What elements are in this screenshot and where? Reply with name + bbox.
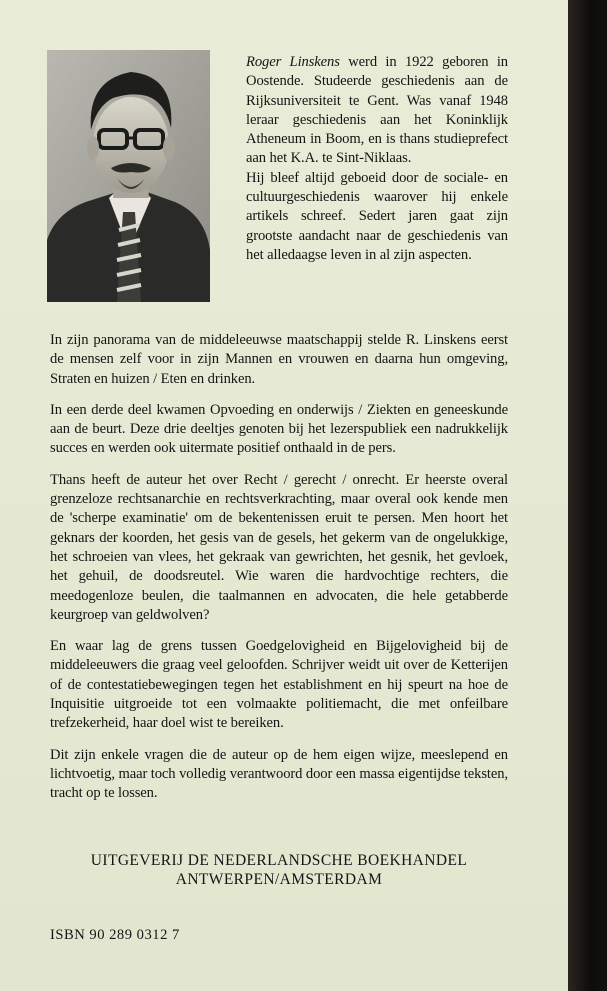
bio-paragraph-1-text: werd in 1922 geboren in Oostende. Studeerde geschiedenis aan de Rijksuniversiteit te Gent. Was vanaf 1948 leraar geschiedenis aan het Koninklijk Atheneum in Boom, en is thans studieprefect aan het K.A. te Sint-Niklaas. [246,54,508,167]
blurb-paragraph-3: Thans heeft de auteur het over Recht / gerecht / onrecht. Er heerste overal grenzeloze rechtsanarchie en rechtsverkrachting, maar overal ook kende men de 'scherpe examinatie' om de bekentenissen eruit te persen. Men hoort het geknars der koorden, het gesis van de gesels, het gekerm van de ongelukkige, het schroeien van vlees, het gekraak van gewrichten, het gesnik, het gevloek, het gehuil, de doodsreutel. Wie waren die hardvochtige rechters, die meedogenloze beulen, die taalmannen en advocaten, die hele getabberde keurgroep van geldwolven? [50,471,508,623]
book-edge [568,0,607,991]
blurb-paragraph-4: En waar lag de grens tussen Goedgelovigheid en Bijgelovigheid bij de middeleeuwers die graag veel geloofden. Schrijver weidt uit over de Ketterijen of de contestatiebewegingen tegen het establishment en hij speurt na hoe de Inquisitie uitgroeide tot een volmaakte politiemacht, die met onfeilbare trefzekerheid, haar doel wist te bereiken. [50,638,508,732]
bio-paragraph-1 [246,53,508,169]
publisher-block [50,851,508,889]
publisher-name: UITGEVERIJ DE NEDERLANDSCHE BOEKHANDEL [90,852,468,869]
blurb-paragraph-5: Dit zijn enkele vragen die de auteur op de hem eigen wijze, meeslepend en lichtvoetig, maar toch volledig verantwoord door een massa eigentijdse teksten, tracht op te lossen. [50,746,508,802]
author-bio [246,53,508,265]
author-photo [47,50,210,302]
publisher-location: ANTWERPEN/AMSTERDAM [175,871,383,888]
blurb-paragraph-1: In zijn panorama van de middeleeuwse maatschappij stelde R. Linskens eerst de mensen zelf voor in zijn Mannen en vrouwen en daarna hun omgeving, Straten en huizen / Eten en drinken. [50,332,508,387]
blurb-paragraph-2: In een derde deel kwamen Opvoeding en onderwijs / Ziekten en geneeskunde aan de beurt. Deze drie deeltjes genoten bij het lezerspubliek een nadrukkelijk succes en werden ook uitermate positief onthaald in de pers. [50,401,508,457]
author-name: Roger Linskens [246,54,340,70]
bio-paragraph-2: Hij bleef altijd geboeid door de sociale- en cultuurgeschiedenis waarover hij enkele artikels schreef. Sedert jaren gaat zijn grootste aandacht naar de geschiedenis van het alledaagse leven in al zijn aspecten. [246,169,508,263]
blurb [50,331,508,816]
isbn: ISBN 90 289 0312 7 [50,927,180,943]
